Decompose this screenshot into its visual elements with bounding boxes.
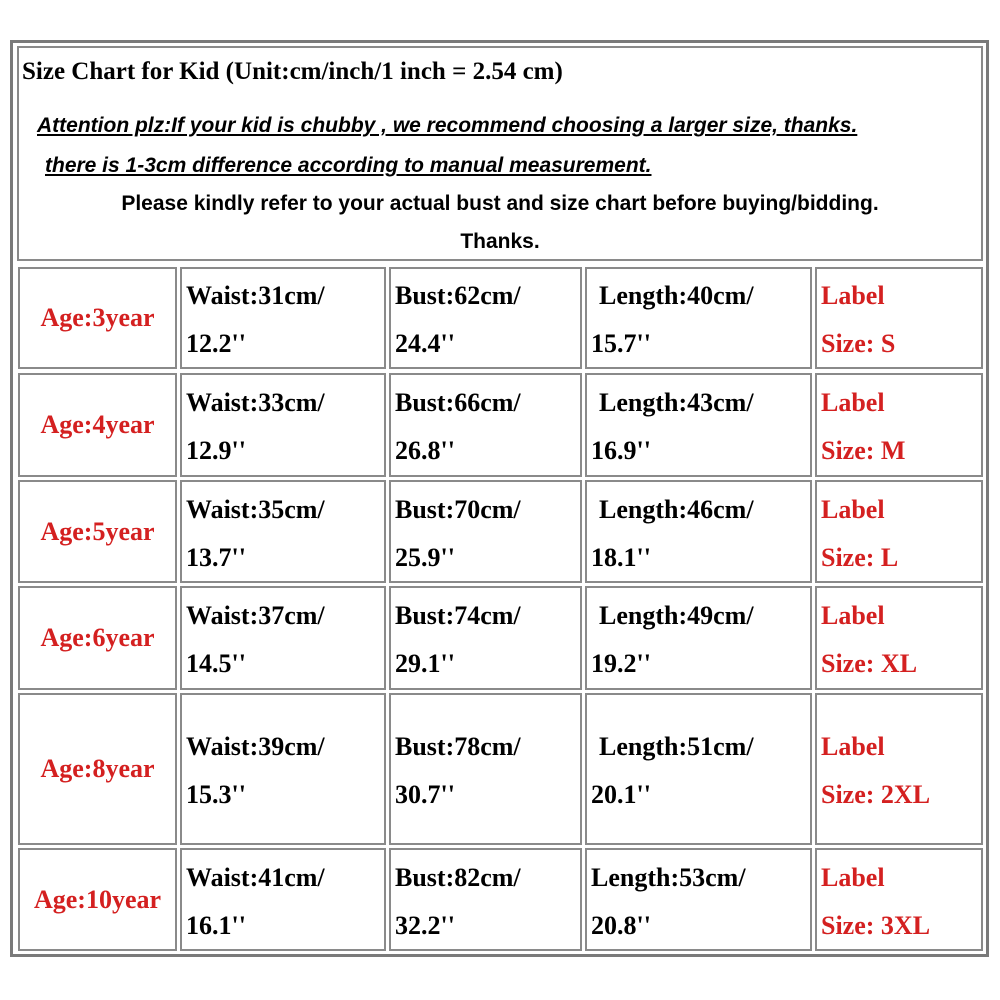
length-line-2: 16.9'' bbox=[591, 436, 651, 465]
label-line-2: Size: 2XL bbox=[821, 780, 931, 809]
length-line-1: Length:40cm/ bbox=[599, 281, 754, 310]
label-value bbox=[821, 486, 898, 582]
waist-value bbox=[186, 723, 325, 819]
length-line-1: Length:43cm/ bbox=[599, 388, 754, 417]
label-line-1: Label bbox=[821, 863, 885, 892]
table-cell-waist bbox=[180, 480, 386, 583]
waist-line-2: 12.2'' bbox=[186, 329, 246, 358]
table-cell-age bbox=[18, 373, 177, 477]
waist-value bbox=[186, 272, 325, 368]
length-value bbox=[591, 379, 754, 475]
waist-line-2: 13.7'' bbox=[186, 543, 246, 572]
waist-line-1: Waist:31cm/ bbox=[186, 281, 325, 310]
bust-line-2: 26.8'' bbox=[395, 436, 455, 465]
waist-line-1: Waist:33cm/ bbox=[186, 388, 325, 417]
bust-line-1: Bust:74cm/ bbox=[395, 601, 521, 630]
waist-value bbox=[186, 592, 325, 688]
table-cell-bust bbox=[389, 693, 582, 845]
bust-line-1: Bust:82cm/ bbox=[395, 863, 521, 892]
note-line-2: Thanks. bbox=[460, 230, 540, 253]
age-label: Age:6year bbox=[40, 623, 155, 652]
label-line-1: Label bbox=[821, 732, 885, 761]
age-label: Age:4year bbox=[40, 410, 155, 439]
length-line-1: Length:49cm/ bbox=[599, 601, 754, 630]
table-cell-age bbox=[18, 267, 177, 369]
table-cell-length bbox=[585, 373, 812, 477]
table-cell-bust bbox=[389, 373, 582, 477]
bust-value bbox=[395, 379, 521, 475]
table-cell-waist bbox=[180, 373, 386, 477]
label-line-1: Label bbox=[821, 495, 885, 524]
length-line-1: Length:53cm/ bbox=[591, 863, 746, 892]
chart-title: Size Chart for Kid (Unit:cm/inch/1 inch = 2.54 cm) bbox=[22, 58, 563, 85]
waist-value bbox=[186, 486, 325, 582]
table-cell-label bbox=[815, 373, 983, 477]
table-cell-length bbox=[585, 693, 812, 845]
table-cell-label bbox=[815, 586, 983, 690]
label-value bbox=[821, 272, 895, 368]
waist-line-1: Waist:37cm/ bbox=[186, 601, 325, 630]
table-cell-waist bbox=[180, 848, 386, 951]
length-line-2: 19.2'' bbox=[591, 649, 651, 678]
length-line-2: 18.1'' bbox=[591, 543, 651, 572]
label-line-2: Size: M bbox=[821, 436, 906, 465]
waist-line-1: Waist:39cm/ bbox=[186, 732, 325, 761]
length-line-2: 20.1'' bbox=[591, 780, 651, 809]
label-value bbox=[821, 854, 930, 950]
waist-value bbox=[186, 379, 325, 475]
label-line-2: Size: XL bbox=[821, 649, 918, 678]
age-label: Age:3year bbox=[40, 303, 155, 332]
label-value bbox=[821, 379, 905, 475]
waist-line-1: Waist:35cm/ bbox=[186, 495, 325, 524]
attention-line-2: there is 1-3cm difference according to manual measurement. bbox=[45, 154, 652, 177]
waist-line-2: 16.1'' bbox=[186, 911, 246, 940]
label-line-1: Label bbox=[821, 601, 885, 630]
label-value bbox=[821, 592, 917, 688]
table-cell-waist bbox=[180, 586, 386, 690]
label-line-2: Size: 3XL bbox=[821, 911, 931, 940]
label-value bbox=[821, 723, 930, 819]
table-cell-age bbox=[18, 480, 177, 583]
waist-line-2: 15.3'' bbox=[186, 780, 246, 809]
age-label: Age:10year bbox=[33, 884, 162, 914]
bust-line-2: 29.1'' bbox=[395, 649, 455, 678]
age-label: Age:8year bbox=[40, 754, 155, 783]
label-line-1: Label bbox=[821, 388, 885, 417]
table-cell-waist bbox=[180, 693, 386, 845]
table-cell-length bbox=[585, 586, 812, 690]
waist-line-1: Waist:41cm/ bbox=[186, 863, 325, 892]
bust-line-2: 32.2'' bbox=[395, 911, 455, 940]
table-cell-label bbox=[815, 693, 983, 845]
table-cell-length bbox=[585, 848, 812, 951]
age-label: Age:5year bbox=[40, 516, 155, 546]
bust-line-1: Bust:62cm/ bbox=[395, 281, 521, 310]
length-value bbox=[591, 592, 754, 688]
waist-value bbox=[186, 854, 325, 950]
table-cell-age bbox=[18, 848, 177, 951]
length-value bbox=[591, 723, 754, 819]
waist-line-2: 12.9'' bbox=[186, 436, 246, 465]
table-cell-bust bbox=[389, 480, 582, 583]
table-cell-length bbox=[585, 480, 812, 583]
bust-line-1: Bust:66cm/ bbox=[395, 388, 521, 417]
length-line-1: Length:51cm/ bbox=[599, 732, 754, 761]
attention-line-1: Attention plz:If your kid is chubby , we recommend choosing a larger size, thanks. bbox=[37, 114, 858, 137]
bust-value bbox=[395, 272, 521, 368]
bust-value bbox=[395, 723, 521, 819]
length-line-2: 15.7'' bbox=[591, 329, 651, 358]
table-cell-bust bbox=[389, 267, 582, 369]
table-cell-label bbox=[815, 480, 983, 583]
length-value bbox=[591, 486, 754, 582]
bust-line-2: 25.9'' bbox=[395, 543, 455, 572]
table-cell-age bbox=[18, 586, 177, 690]
bust-value bbox=[395, 854, 521, 950]
bust-line-1: Bust:78cm/ bbox=[395, 732, 521, 761]
length-value bbox=[591, 854, 746, 950]
note-line-1: Please kindly refer to your actual bust and size chart before buying/bidding. bbox=[121, 192, 879, 215]
bust-line-1: Bust:70cm/ bbox=[395, 495, 521, 524]
table-cell-age bbox=[18, 693, 177, 845]
label-line-2: Size: S bbox=[821, 329, 896, 358]
table-cell-length bbox=[585, 267, 812, 369]
bust-line-2: 24.4'' bbox=[395, 329, 455, 358]
table-cell-bust bbox=[389, 848, 582, 951]
label-line-1: Label bbox=[821, 281, 885, 310]
table-cell-bust bbox=[389, 586, 582, 690]
table-cell-label bbox=[815, 848, 983, 951]
bust-value bbox=[395, 486, 521, 582]
table-cell-label bbox=[815, 267, 983, 369]
bust-value bbox=[395, 592, 521, 688]
length-line-2: 20.8'' bbox=[591, 911, 651, 940]
label-line-2: Size: L bbox=[821, 543, 899, 572]
table-cell-waist bbox=[180, 267, 386, 369]
length-value bbox=[591, 272, 754, 368]
length-line-1: Length:46cm/ bbox=[599, 495, 754, 524]
waist-line-2: 14.5'' bbox=[186, 649, 246, 678]
bust-line-2: 30.7'' bbox=[395, 780, 455, 809]
